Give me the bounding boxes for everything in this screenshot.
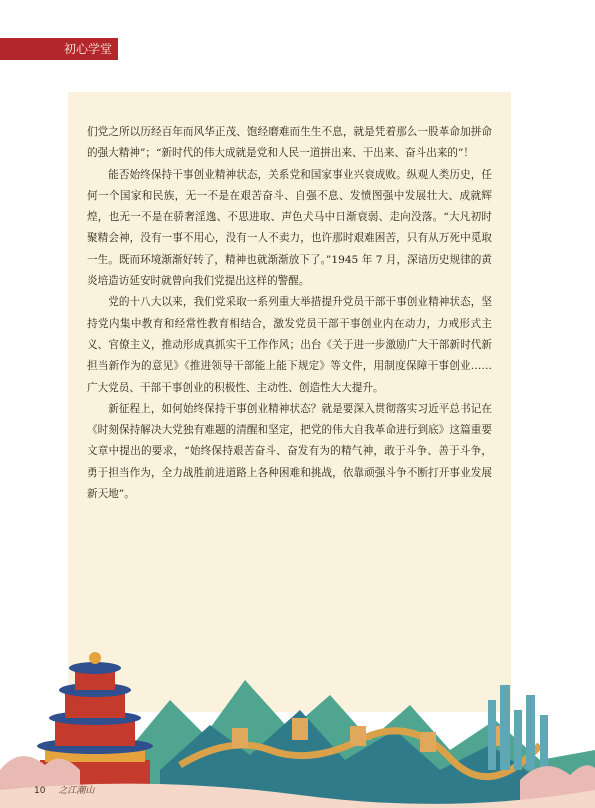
paragraph-1: 们党之所以历经百年而风华正茂、饱经磨难而生生不息，就是凭着那么一股革命加拼命的强大精神”；“新时代的伟大成就是党和人民一道拼出来、干出来、奋斗出来的”！ — [87, 126, 492, 160]
paragraph-3: 党的十八大以来，我们党采取一系列重大举措提升党员干部干事创业精神状态，坚持党内集中教育和经常性教育相结合，激发党员干部干事创业内在动力，力戒形式主义、官僚主义，推动形成真抓实干工作作风；出台《关于进一步激励广大干部新时代新担当新作为的意见》《推进领导干部能上能下规定》等文件，用制度保障干事创业……广大党员、干部干事创业的积极性、主动性、创造性大大提升。 — [87, 296, 492, 394]
section-label: 初心学堂 — [64, 42, 113, 56]
section-label-tab — [0, 38, 118, 60]
page-footer — [34, 783, 94, 796]
article-body — [87, 122, 492, 505]
paragraph-2: 能否始终保持干事创业精神状态，关系党和国家事业兴衰成败。纵观人类历史，任何一个国家和民族，无一不是在艰苦奋斗、自强不息、发愤图强中发展壮大、成就辉煌，也无一不是在骄奢淫逸、不思进取、声色犬马中日渐衰弱、走向没落。“大凡初时聚精会神，没有一事不用心，没有一人不卖力，也许那时艰难困苦，只有从万死中觅取一生。既而环境渐渐好转了，精神也就渐渐放下了。”1945 年 7 月，深谙历史规律的黄炎培造访延安时就曾向我们党提出这样的警醒。 — [87, 168, 492, 288]
paragraph-4: 新征程上，如何始终保持干事创业精神状态？就是要深入贯彻落实习近平总书记在《时刻保持解决大党独有难题的清醒和坚定，把党的伟大自我革命进行到底》这篇重要文章中提出的要求，“始终保持艰苦奋斗、奋发有为的精气神，敢于斗争、善于斗争，勇于担当作为，全力战胜前进道路上各种困难和挑战，依靠顽强斗争不断打开事业发展新天地”。 — [87, 402, 492, 501]
page-number: 10 — [34, 786, 46, 796]
magazine-logo: 之江潮山 — [58, 786, 95, 796]
